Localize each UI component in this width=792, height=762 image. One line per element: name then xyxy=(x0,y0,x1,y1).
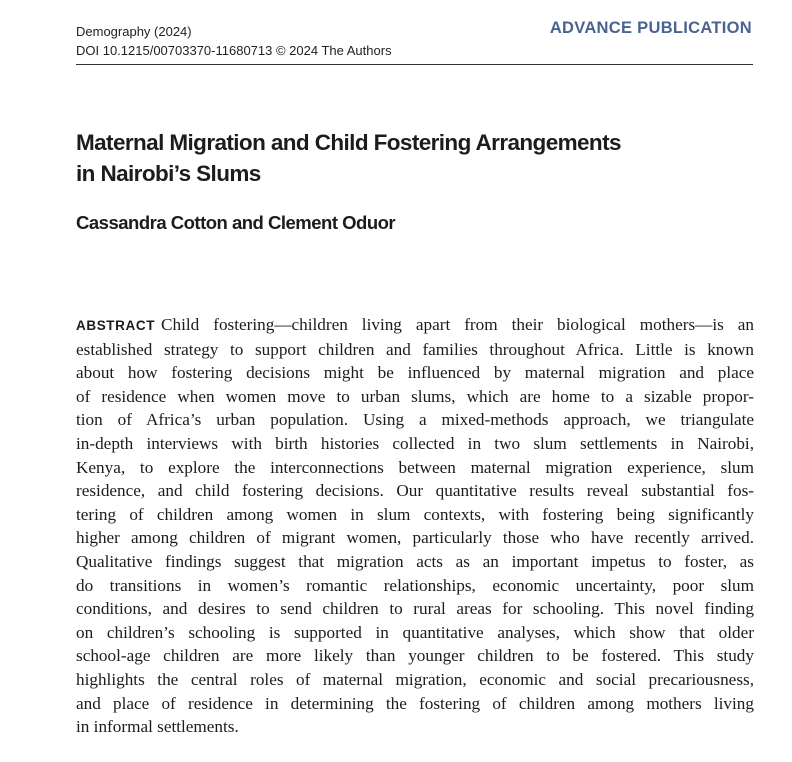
abstract-line: highlights the central roles of maternal migration, economic and social precariousness, xyxy=(76,669,754,689)
journal-info xyxy=(76,22,392,60)
abstract-line: tering of children among women in slum contexts, with fostering being significantly xyxy=(76,504,754,524)
abstract-line: Qualitative findings suggest that migration acts as an important impetus to foster, as xyxy=(76,551,754,571)
abstract-line: school-age children are more likely than younger children to be fostered. This study xyxy=(76,646,754,666)
title-line-2: in Nairobi’s Slums xyxy=(76,161,261,186)
abstract-line: of residence when women move to urban slums, which are home to a sizable propor- xyxy=(76,386,754,406)
abstract-line: higher among children of migrant women, particularly those who have recently arrived. xyxy=(76,528,754,548)
header-divider xyxy=(76,64,753,65)
abstract-body xyxy=(76,313,754,739)
abstract-line xyxy=(76,313,754,338)
publication-status: ADVANCE PUBLICATION xyxy=(549,19,752,37)
abstract-line: do transitions in women’s romantic relationships, economic uncertainty, poor slum xyxy=(76,575,754,595)
abstract-line: conditions, and desires to send children to rural areas for schooling. This novel finding xyxy=(76,599,754,619)
abstract-line: on children’s schooling is supported in quantitative analyses, which show that older xyxy=(76,622,754,642)
abstract-line: and place of residence in determining the fostering of children among mothers living xyxy=(76,693,754,713)
abstract-line: about how fostering decisions might be influenced by maternal migration and place xyxy=(76,363,754,383)
abstract-line-text: Child fostering—children living apart from their biological mothers—is an xyxy=(161,315,754,334)
abstract-line: in informal settlements. xyxy=(76,717,239,737)
abstract-line: in-depth interviews with birth histories collected in two slum settlements in Nairobi, xyxy=(76,433,754,453)
abstract-line: residence, and child fostering decisions. Our quantitative results reveal substantial fos- xyxy=(76,481,754,501)
abstract-line: established strategy to support children and families throughout Africa. Little is known xyxy=(76,339,754,359)
title-line-1: Maternal Migration and Child Fostering Arrangements xyxy=(76,130,621,155)
author-list: Cassandra Cotton and Clement Oduor xyxy=(76,212,396,233)
abstract-line: tion of Africa’s urban population. Using a mixed-methods approach, we triangulate xyxy=(76,410,754,430)
doi-copyright-line: DOI 10.1215/00703370-11680713 © 2024 The Authors xyxy=(76,43,392,58)
abstract-label: ABSTRACT xyxy=(76,318,156,333)
article-title xyxy=(76,127,756,189)
journal-citation: Demography (2024) xyxy=(76,24,192,39)
abstract-line: Kenya, to explore the interconnections between maternal migration experience, slum xyxy=(76,457,754,477)
